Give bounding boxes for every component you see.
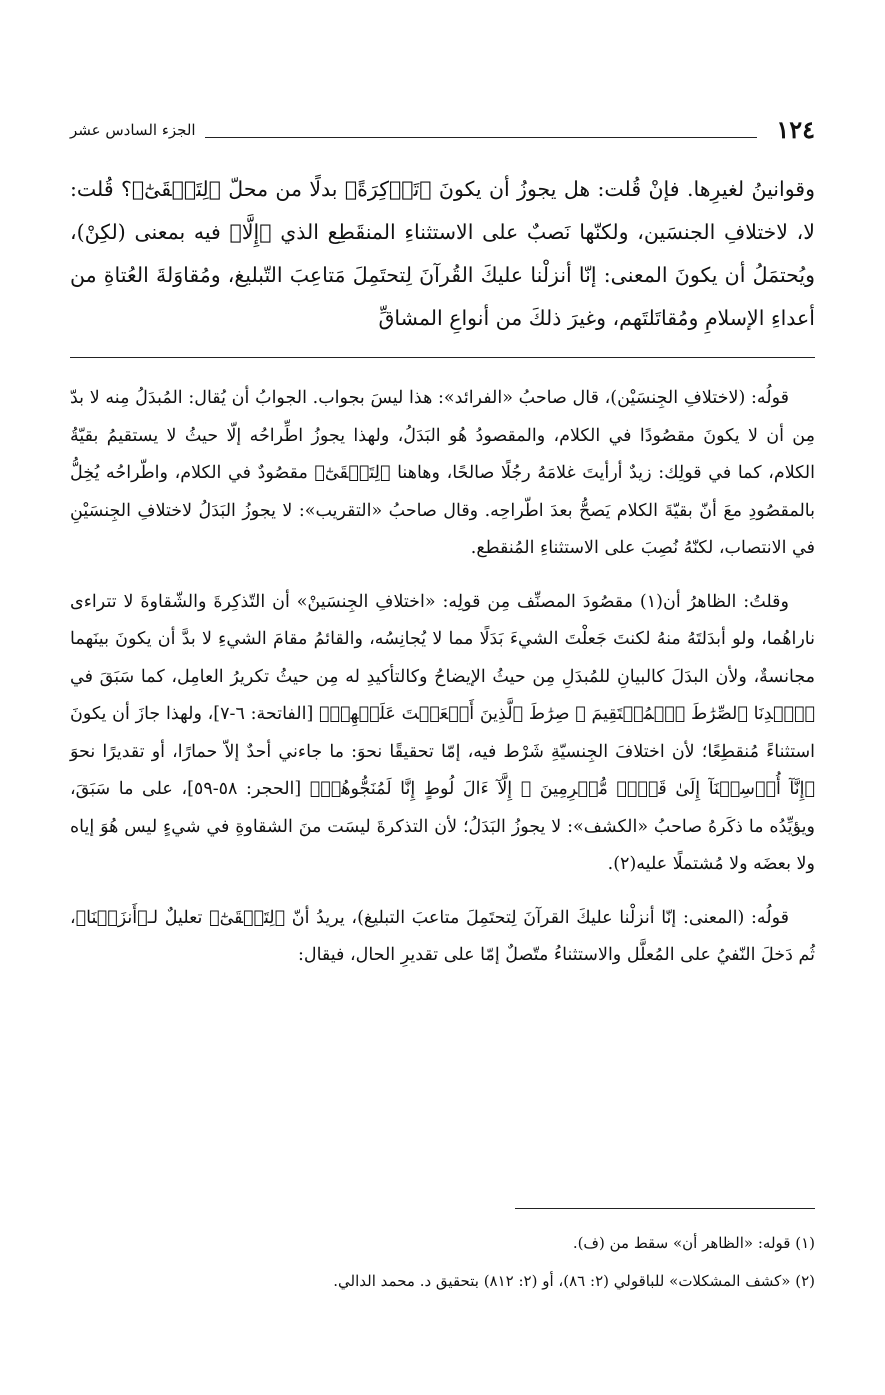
commentary-paragraph-1: قولُه: (لاختلافِ الجِنسَيْن)، قال صاحبُ «الفرائد»: هذا ليسَ بجواب. الجوابُ أن يُقال: المُبدَلُ مِنه لا بدّ مِن أن لا يكونَ مقصُودًا في الكلام، والمقصودُ هُو البَدَلُ، ولهذا يجوزُ اطِّراحُه إلّا حيثُ لا يستقيمُ بقيّةُ الكلام، كما في قولِك: زيدٌ أرأيتَ غلامَهُ رجُلًا صالحًا، وهاهنا ﴿لِتَشۡقَىٰٓ﴾ مقصُودٌ في الكلام، واطّراحُه يُخِلُّ بالمقصُودِ معَ أنّ بقيّةَ الكلام يَصحُّ بعدَ اطّراحِه. وقال صاحبُ «التقريب»: لا يجوزُ البَدَلُ لاختلافِ الجِنسَيْنِ في الانتصاب، لكنّهُ نُصِبَ على الاستثناءِ المُنقطع. [70,388,815,558]
footnote-2: (٢) «كشف المشكلات» للباقولي (٢: ٨٦)، أو (٢: ٨١٢) بتحقيق د. محمد الدالي. [333,1272,815,1290]
commentary-paragraph-3: قولُه: (المعنى: إنّا أنزلْنا عليكَ القرآنَ لِتحتَمِلَ متاعبَ التبليغ)، يريدُ أنّ ﴿لِتَشۡقَىٰٓ﴾ تعليلٌ لـ﴿أَنزَلۡنَا﴾، ثُم دَخلَ النّفيُ على المُعلَّل والاستثناءُ متّصلٌ إمّا على تقديرِ الحال، فيقال: [70,907,815,965]
commentary [70,380,815,975]
page-number: ١٢٤ [776,115,815,144]
footnote-divider [515,1208,815,1209]
commentary-paragraph-2: وقلتُ: الظاهرُ أن(١) مقصُودَ المصنِّف مِن قولِه: «اختلافِ الجِنسَينْ» أن التّذكِرةَ والشّقاوةَ لا تتراءى ناراهُما، ولو أبدَلتَهُ منهُ لكنتَ جَعلْتَ الشيءَ بَدَلًا مما لا يُجانِسُه، والقائمُ مقامَ الشيءِ لا بدَّ أن يكونَ بينَهما مجانسةٌ، ولأن البدَلَ كالبيانِ للمُبدَلِ مِن حيثُ الإيضاحُ وكالتأكيدِ له مِن حيثُ تكريرُ العامِل، كما سَبَقَ في ﴿ٱهۡدِنَا ٱلصِّرَٰطَ ٱلۡمُسۡتَقِيمَ ۞ صِرَٰطَ ٱلَّذِينَ أَنۡعَمۡتَ عَلَيۡهِمۡ﴾ [الفاتحة: ٦-٧]، ولهذا جازَ أن يكونَ استثناءً مُنقطِعًا؛ لأن اختلافَ الجِنسيّةِ شَرْط فيه، إمّا تحقيقًا نحوَ: ما جاءني أحدٌ إلاّ حمارًا، أو تقديرًا نحوَ ﴿إِنَّآ أُرۡسِلۡنَآ إِلَىٰ قَوۡمٖ مُّجۡرِمِينَ ۞ إِلَّآ ءَالَ لُوطٍ إِنَّا لَمُنَجُّوهُمۡ﴾ [الحجر: ٥٨-٥٩]، على ما سَبَقَ، ويؤيِّدُه ما ذكَرهُ صاحبُ «الكشف»: لا يجوزُ البَدَلُ؛ لأن التذكرةَ ليسَت منَ الشقاوةِ في شيءٍ ليس هُوَ إياه ولا بعضَه ولا مُشتملًا عليه(٢). [70,591,815,874]
footnotes [70,1224,815,1300]
main-paragraph: وقوانينُ لغيرِها. فإنْ قُلت: هل يجوزُ أن يكونَ ﴿تَذۡكِرَةً﴾ بدلًا من محلّ ﴿لِتَشۡقَىٰٓ﴾؟ قُلت: لا، لاختلافِ الجنسَين، ولكنّها نَصبٌ على الاستثناءِ المنقَطِع الذي ﴿إِلَّا﴾ فيه بمعنى (لكِنْ)، ويُحتمَلُ أن يكونَ المعنى: إنّا أنزلْنا عليكَ القُرآنَ لِتحتَمِلَ مَتاعِبَ التّبليغ، ومُقاوَلةَ العُتاةِ من أعداءِ الإسلامِ ومُقاتَلتَهم، وغيرَ ذلكَ من أنواعِ المشاقِّ [70,177,815,330]
header-rule [205,137,757,138]
main-text [70,168,815,340]
running-title: الجزء السادس عشر [70,121,196,139]
footnote-1: (١) قوله: «الظاهر أن» سقط من (ف). [572,1234,815,1252]
section-divider [70,357,815,358]
